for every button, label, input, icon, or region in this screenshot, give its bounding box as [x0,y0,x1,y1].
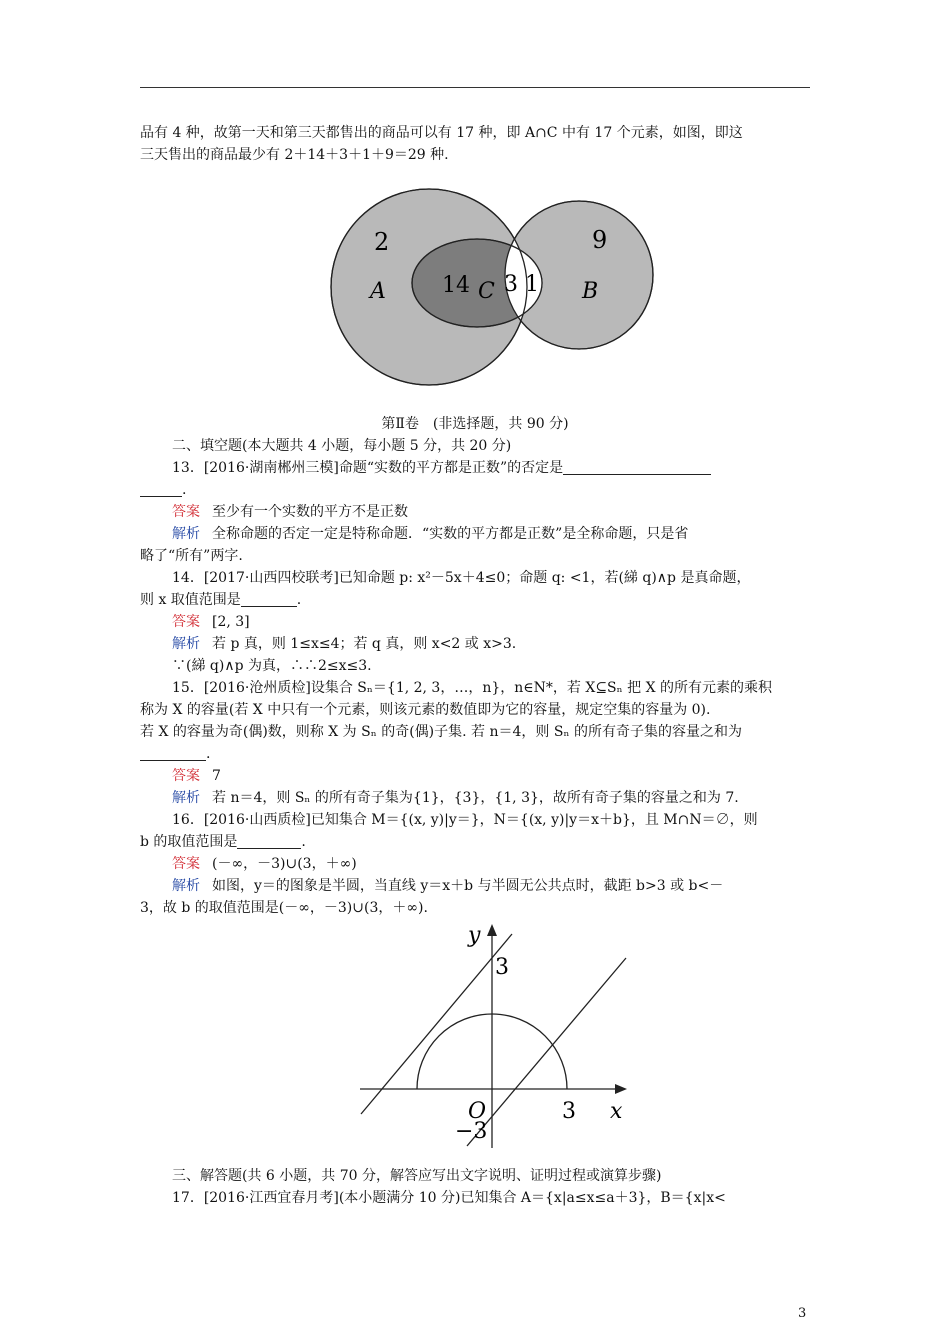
origin-label: O [468,1099,487,1124]
q16-stem-2 [140,832,306,852]
q13-explain-text: 全称命题的否定一定是特称命题．“实数的平方都是正数”是全称命题，只是省 [212,526,689,542]
q16-explain-text: 如图，y＝的图象是半圆，当直线 y＝x＋b 与半圆无公共点时，截距 b>3 或 b<－ [212,878,724,894]
q15-explain-text: 若 n＝4，则 Sₙ 的所有奇子集为{1}，{3}，{1, 3}，故所有奇子集的容量之和为 7. [212,790,739,806]
explain-label: 解析 [172,526,200,542]
q14-period: . [296,592,302,608]
solve-header: 三、解答题(共 6 小题，共 70 分，解答应写出文字说明、证明过程或演算步骤) [172,1168,662,1184]
answer-label: 答案 [172,504,200,520]
q13-stem [172,458,711,478]
q13-stem-end [140,480,186,500]
q14-explain [172,634,516,654]
answer-label: 答案 [172,856,200,872]
answer-label: 答案 [172,614,200,630]
venn-count-c: 14 [442,273,470,298]
q13-period: . [182,482,187,498]
q14-explain-cont: ∵(綈 q)∧p 为真，∴∴2≤x≤3. [172,658,372,674]
q16-blank [237,834,301,849]
answer-label: 答案 [172,768,200,784]
q16-explain [172,876,723,896]
venn-label-a: A [370,279,386,304]
explain-label: 解析 [172,636,200,652]
q13-answer-text: 至少有一个实数的平方不是正数 [212,504,408,520]
venn-count-abc: 3 [504,272,518,297]
page-number: 3 [798,1306,807,1321]
fill-in-header: 二、填空题(本大题共 4 小题，每小题 5 分，共 20 分) [172,438,512,454]
q16-explain-cont: 3，故 b 的取值范围是(－∞，－3)∪(3，＋∞). [140,900,428,916]
tangent-line-upper [361,934,512,1114]
q15-stem-3: 若 X 的容量为奇(偶)数，则称 X 为 Sₙ 的奇(偶)子集. 若 n＝4，则 Sₙ 的所有奇子集的容量之和为 [140,724,742,740]
q14-blank [241,592,297,607]
x-intercept-label: 3 [562,1099,576,1124]
semicircle-graph [355,918,635,1158]
q16-stem: 16．[2016·山西质检]已知集合 M＝{(x, y)|y＝}，N＝{(x, y)|y＝x＋b}，且 M∩N＝∅，则 [172,812,758,828]
q15-answer [172,766,221,786]
q14-text-2: 则 x 取值范围是 [140,592,241,608]
x-axis-arrow [615,1084,627,1094]
x-axis-label: x [610,1099,623,1124]
venn-count-bc: 1 [525,272,539,297]
explain-label: 解析 [172,790,200,806]
q15-answer-text: 7 [212,768,221,784]
q16-text-2: b 的取值范围是 [140,834,238,850]
q14-answer-text: [2, 3] [212,614,250,630]
q15-period: . [206,746,211,762]
q17-stem: 17．[2016·江西宜春月考](本小题满分 10 分)已知集合 A＝{x|a≤x≤a＋3}，B＝{x|x< [172,1190,726,1206]
q13-blank [563,460,711,475]
q13-text: 13．[2016·湖南郴州三模]命题“实数的平方都是正数”的否定是 [172,460,564,476]
q14-stem: 14．[2017·山西四校联考]已知命题 p: x²－5x＋4≤0；命题 q: <1，若(綈 q)∧p 是真命题， [172,570,751,586]
q13-explain [172,524,688,544]
neg-intercept-label: −3 [455,1119,488,1144]
q14-stem-2 [140,590,301,610]
y-axis-label: y [468,923,481,948]
venn-label-b: B [582,279,599,304]
y-intercept-label: 3 [495,955,509,980]
q15-stem-4 [140,744,210,764]
q14-explain-text: 若 p 真，则 1≤x≤4；若 q 真，则 x<2 或 x>3. [212,636,517,652]
venn-count-b: 9 [592,226,608,254]
q16-period: . [301,834,306,850]
q13-answer [172,502,408,522]
section2-title: 第Ⅱ卷 (非选择题，共 90 分) [381,416,569,432]
text-line-2: 三天售出的商品最少有 2＋14＋3＋1＋9＝29 种. [140,147,449,163]
q16-answer [172,854,357,874]
q14-answer [172,612,250,632]
q13-blank-2 [140,482,182,497]
header-rule [140,87,810,88]
q15-explain [172,788,739,808]
q15-stem-2: 称为 X 的容量(若 X 中只有一个元素，则该元素的数值即为它的容量，规定空集的容量为 0). [140,702,711,718]
line-lower [467,958,626,1146]
q13-explain-cont: 略了“所有”两字. [140,548,243,564]
venn-label-c: C [478,279,495,304]
q15-stem: 15．[2016·沧州质检]设集合 Sₙ＝{1, 2, 3，…，n}，n∈N*，若 X⊆Sₙ 把 X 的所有元素的乘积 [172,680,773,696]
venn-diagram [314,170,654,405]
q15-blank [140,746,206,761]
text-line-1: 品有 4 种，故第一天和第三天都售出的商品可以有 17 种，即 A∩C 中有 17 个元素，如图，即这 [140,125,743,141]
q16-answer-text: (－∞，－3)∪(3，＋∞) [212,856,357,872]
explain-label: 解析 [172,878,200,894]
venn-count-a: 2 [374,228,390,256]
y-axis-arrow [487,924,497,936]
